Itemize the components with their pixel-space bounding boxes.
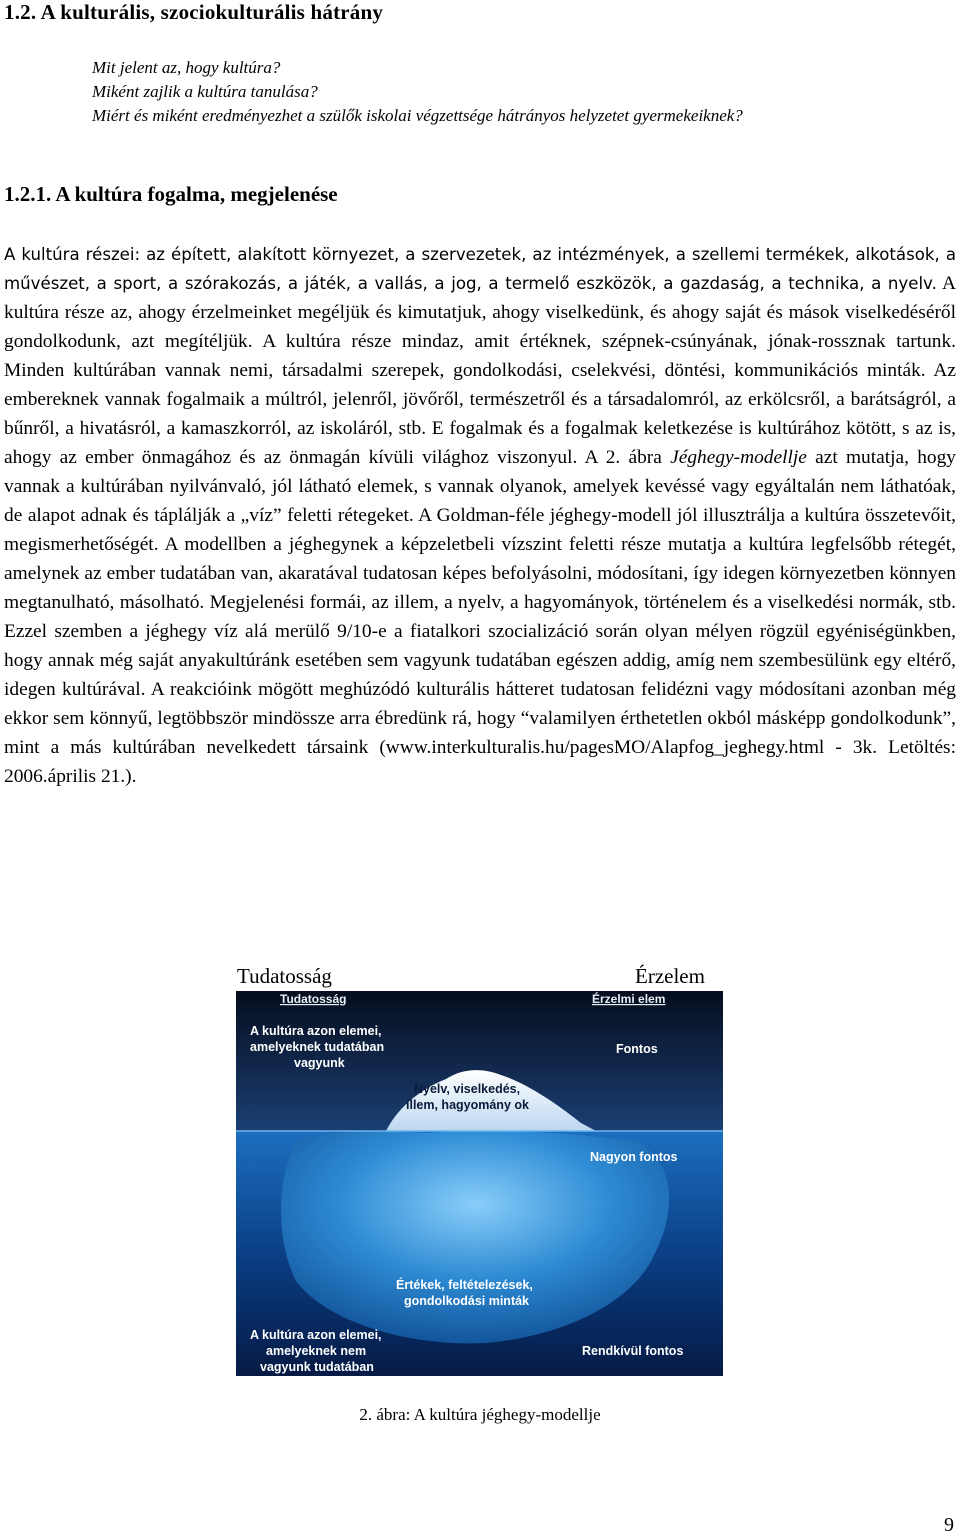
bottom-right-label: Rendkívül fontos (582, 1344, 684, 1358)
subsection-title: 1.2.1. A kultúra fogalma, megjelenése (4, 182, 338, 206)
iceberg-illustration (236, 991, 723, 1376)
question-1: Mit jelent az, hogy kultúra? (92, 58, 281, 77)
body-paragraph (4, 240, 956, 791)
question-2: Miként zajlik a kultúra tanulása? (92, 82, 318, 101)
bottom-left-line-3: vagyunk tudatában (260, 1360, 374, 1374)
tip-line-2: illem, hagyomány ok (406, 1098, 529, 1112)
bottom-left-line-2: amelyeknek nem (266, 1344, 367, 1358)
paragraph-part-1: A kultúra részei: az épített, alakított környezet, a szervezetek, az intézmények, a szellemi termékek, alkotások, a művészet, a sport, a szórakozás, a játék, a vallás, a jog, a termelő eszközök, a gazdaság, a technika, a nyelv. (4, 245, 956, 293)
paragraph-part-3: azt mutatja, hogy vannak a kultúrában nyilvánvaló, jól látható elemek, s vannak olyanok, amelyek kevéssé vagy egyáltalán nem láthatóak, de alapot adnak és táplálják a „víz” feletti rétegeket. A Goldman-féle jéghegy-modell jól illusztrálja a kultúra összetevőit, megismerhetőségét. A modellben a jéghegynek a képzeletbeli vízszint feletti része mutatja a kultúra legfelsőbb rétegét, amelynek az ember tudatában van, akaratával tudatosan képes befolyásolni, módosítani, így idegen környezetben könnyen megtanulható, másolható. Megjelenési formái, az illem, a nyelv, a hagyományok, történelem és a viselkedési normák, stb. Ezzel szemben a jéghegy víz alá merülő 9/10-e a fiatalkori szocializáció során olyan mélyen rögzül egyéniségünkben, hogy annak még saját anyakultúránk esetében sem vagyunk tudatában egészen addig, amíg nem szembesülünk egy eltérő, idegen kultúrával. A reakcióink mögött meghúzódó kulturális hátteret tudatosan felidézni vagy módosítani azonban még ekkor sem könnyű, legtöbbször mindössze arra ébredünk rá, hogy “valamilyen érthetetlen okból másképp gondolkodunk”, mint a más kultúrában nevelkedett társaink (www.interkulturalis.hu/pagesMO/Alapfog_jeghegy.html - 3k. Letöltés: 2006.április 21.). (4, 447, 956, 787)
top-right-label: Fontos (616, 1042, 658, 1056)
top-left-line-2: amelyeknek tudatában (250, 1040, 385, 1054)
top-left-line-1: A kultúra azon elemei, (250, 1024, 382, 1038)
figure-label-consciousness: Tudatosság (237, 964, 332, 988)
paragraph-part-2: A kultúra része az, ahogy érzelmeinket megéljük és kimutatjuk, ahogy viselkedünk, és ahogy saját és mások viselkedéséről gondolkodunk, azt megítéljük. A kultúra része mindaz, amit értéknek, szépnek-csúnyának, jónak-rossznak tartunk. Minden kultúrában vannak nemi, társadalmi szerepek, gondolkodási, cselekvési, döntési, kommunikációs minták. Az embereknek vannak fogalmaik a múltról, jelenről, jövőről, természetről és a társadalomról, az erkölcsről, a barátságról, a bűnről, a hivatásról, a kamaszkorról, az iskoláról, stb. E fogalmak és a fogalmak keletkezése is kultúrához kötött, s az is, ahogy az ember önmagához és az önmagán kívüli világhoz viszonyul. A 2. ábra (4, 273, 957, 468)
inner-header-left: Tudatosság (280, 992, 347, 1006)
mid-right-label: Nagyon fontos (590, 1150, 678, 1164)
page-number: 9 (944, 1514, 954, 1536)
inner-header-right: Érzelmi elem (592, 992, 666, 1006)
top-left-line-3: vagyunk (294, 1056, 345, 1070)
tip-line-1: Nyelv, viselkedés, (414, 1082, 521, 1096)
iceberg-figure (236, 991, 723, 1376)
deep-line-1: Értékek, feltételezések, (396, 1278, 533, 1292)
deep-line-2: gondolkodási minták (404, 1294, 530, 1308)
paragraph-italic-term: Jéghegy-modellje (670, 447, 807, 468)
guiding-questions (92, 56, 792, 128)
bottom-left-line-1: A kultúra azon elemei, (250, 1328, 382, 1342)
section-title: 1.2. A kulturális, szociokulturális hátrány (4, 0, 384, 24)
question-3: Miért és miként eredményezhet a szülők iskolai végzettsége hátrányos helyzetet gyermekeiknek? (92, 106, 743, 125)
figure-caption: 2. ábra: A kultúra jéghegy-modellje (359, 1405, 601, 1424)
figure-label-emotion: Érzelem (635, 964, 705, 988)
